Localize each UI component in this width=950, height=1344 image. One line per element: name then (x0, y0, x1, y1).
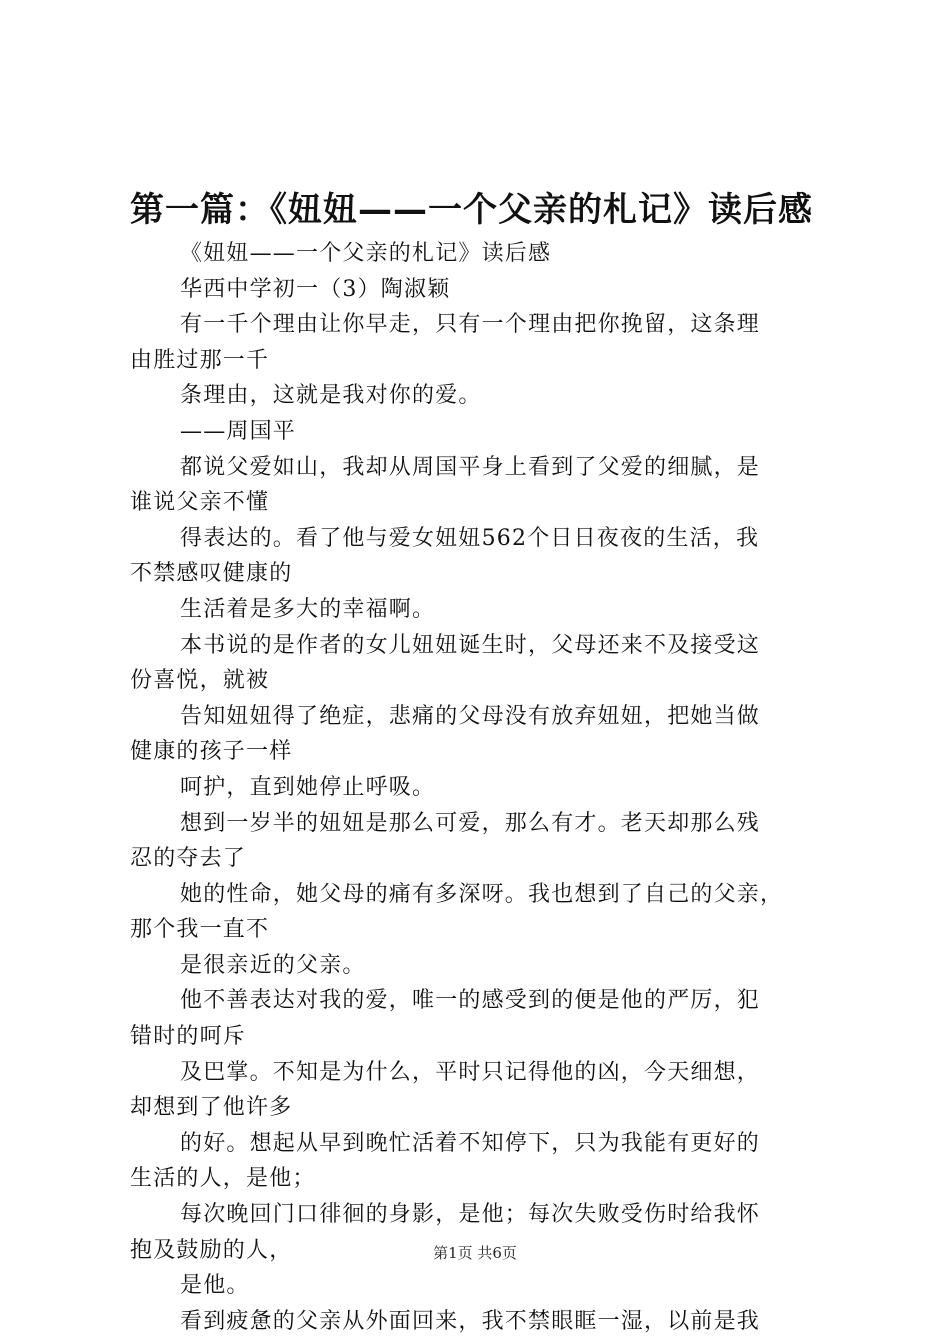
text-line: 生活的人，是他； (130, 1166, 316, 1192)
document-body (130, 236, 840, 1339)
text-line: 由胜过那一千 (130, 347, 270, 373)
text-line: 那个我一直不 (130, 917, 270, 943)
text-line: 他不善表达对我的爱，唯一的感受到的便是他的严厉，犯 (180, 988, 761, 1014)
text-line: 的好。想起从早到晚忙活着不知停下，只为我能有更好的 (180, 1130, 761, 1156)
text-line: 不禁感叹健康的 (130, 561, 293, 587)
document-title: 第一篇：《妞妞——一个父亲的札记》读后感 (130, 190, 813, 230)
text-line: 份喜悦，就被 (130, 668, 270, 694)
text-line: 看到疲惫的父亲从外面回来，我不禁眼眶一湿，以前是我 (180, 1308, 761, 1334)
text-line: 《妞妞——一个父亲的札记》读后感 (180, 241, 552, 266)
text-line: 忍的夺去了 (130, 846, 247, 872)
text-line: 华西中学初一（3）陶淑颖 (180, 276, 451, 302)
text-line: 得表达的。看了他与爱女妞妞562个日日夜夜的生活，我 (180, 525, 760, 551)
text-line: 本书说的是作者的女儿妞妞诞生时，父母还来不及接受这 (180, 632, 761, 658)
text-line: 是他。 (180, 1273, 250, 1299)
text-line: 告知妞妞得了绝症，悲痛的父母没有放弃妞妞，把她当做 (180, 703, 761, 729)
text-line: 都说父爱如山，我却从周国平身上看到了父爱的细腻，是 (180, 454, 761, 480)
text-line: 呵护，直到她停止呼吸。 (180, 774, 436, 800)
text-line: 健康的孩子一样 (130, 739, 293, 765)
text-line: 想到一岁半的妞妞是那么可爱，那么有才。老天却那么残 (180, 810, 761, 836)
page-number-footer: 第1页 共6页 (433, 1244, 517, 1262)
text-line: 及巴掌。不知是为什么，平时只记得他的凶，今天细想， (180, 1059, 761, 1085)
text-line: 抱及鼓励的人， (130, 1237, 293, 1263)
text-line: 她的性命，她父母的痛有多深呀。我也想到了自己的父亲， (180, 881, 784, 907)
text-line: 有一千个理由让你早走，只有一个理由把你挽留，这条理 (180, 312, 761, 338)
text-line: 谁说父亲不懂 (130, 490, 270, 516)
text-line: 生活着是多大的幸福啊。 (180, 596, 436, 622)
text-line: 条理由，这就是我对你的爱。 (180, 383, 482, 409)
text-line: 却想到了他许多 (130, 1095, 293, 1121)
text-line: 每次晚回门口徘徊的身影，是他；每次失败受伤时给我怀 (180, 1202, 761, 1228)
text-line: 错时的呵斥 (130, 1024, 247, 1050)
text-line: ——周国平 (180, 418, 297, 444)
text-line: 是很亲近的父亲。 (180, 952, 366, 978)
